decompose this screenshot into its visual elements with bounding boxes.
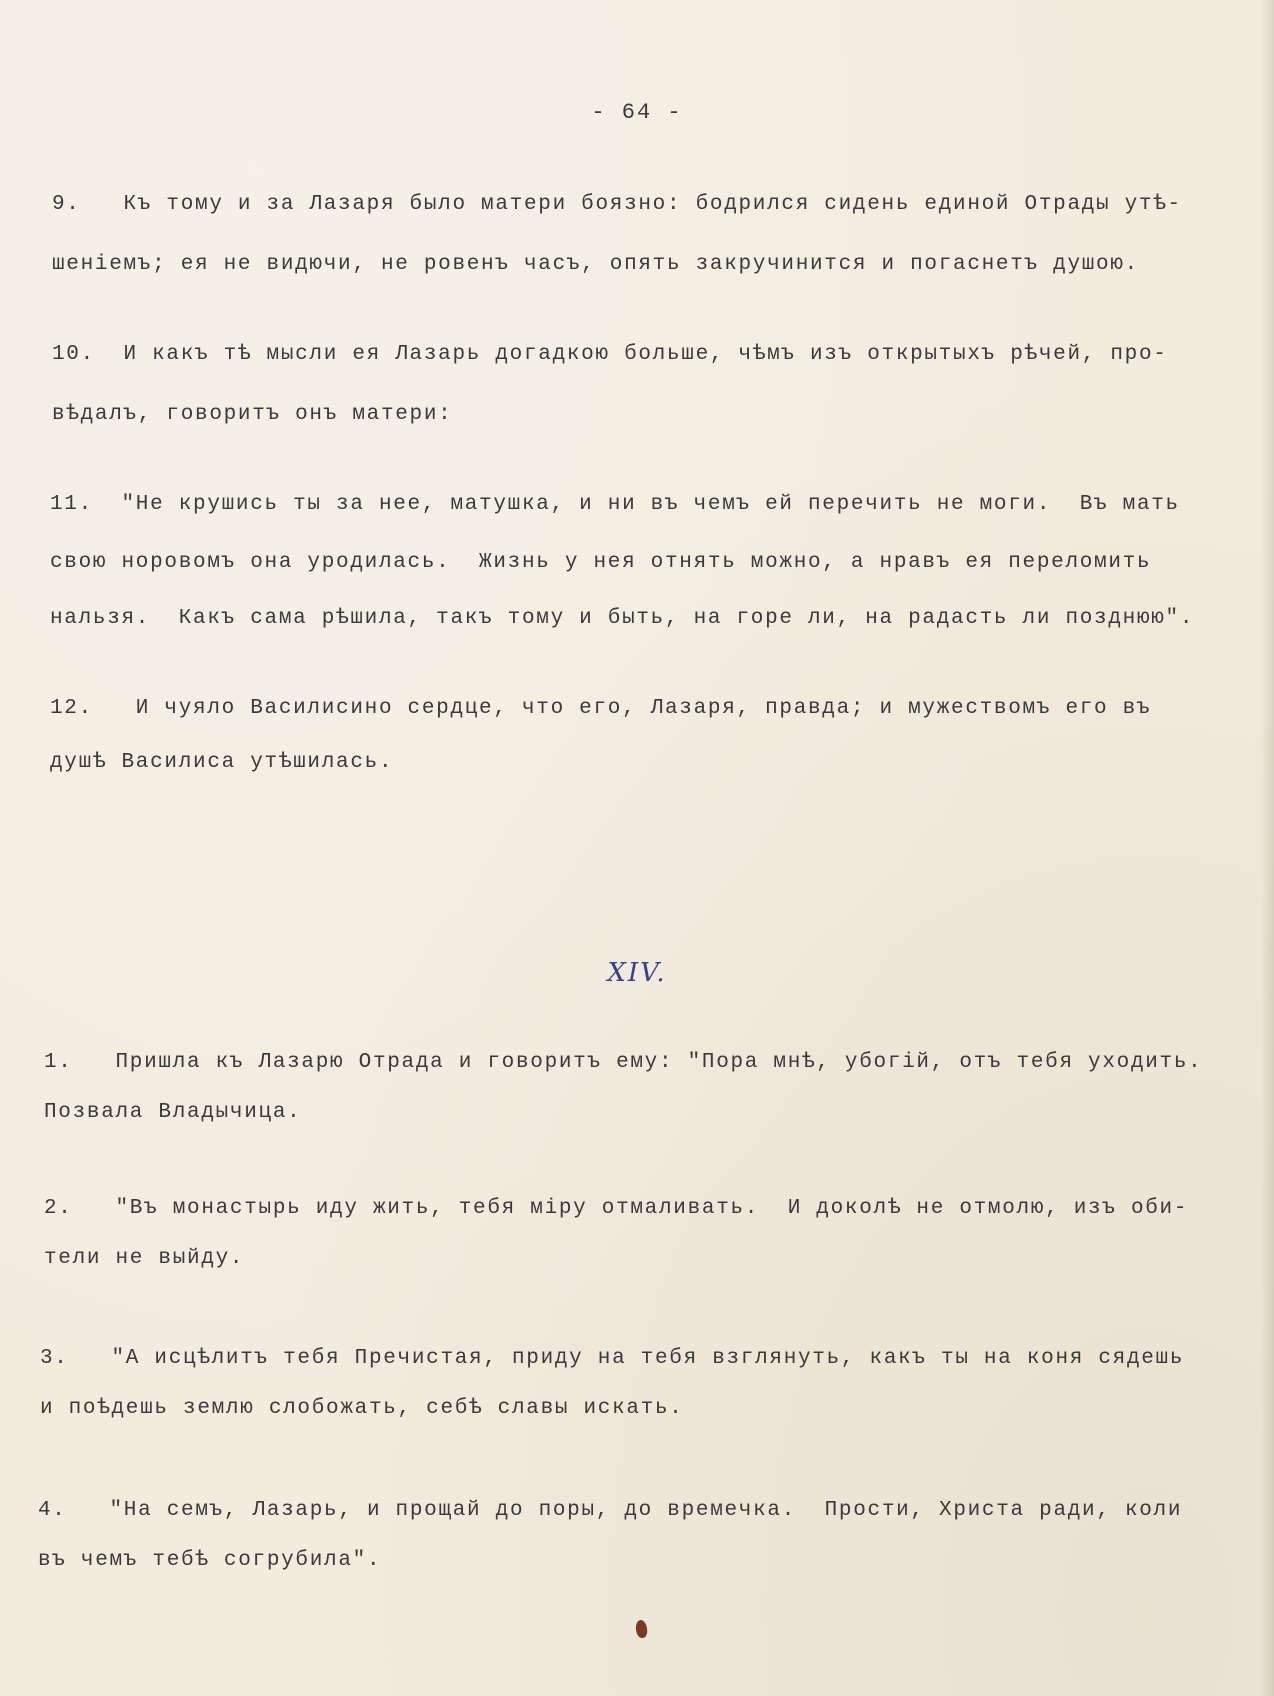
paragraph-11-line-2: свою норовомъ она уродилась. Жизнь у нея отнять можно, а нравъ ея переломить [50,551,1152,574]
paragraph-9-line-2: шеніемъ; ея не видючи, не ровенъ часъ, опять закручинится и погаснетъ душою. [52,253,1139,276]
paragraph-9-line-1: 9. Къ тому и за Лазаря было матери боязно: бодрился сидень единой Отрады утѣ- [52,193,1182,216]
paragraph-11-line-1: 11. "Не крушись ты за нее, матушка, и ни въ чемъ ей перечить не моги. Въ мать [50,493,1180,516]
section-paragraph-2-line-1: 2. "Въ монастырь иду жить, тебя міру отмаливать. И доколѣ не отмолю, изъ оби- [44,1197,1189,1220]
paragraph-10-line-1: 10. И какъ тѣ мысли ея Лазарь догадкою больше, чѣмъ изъ открытыхъ рѣчей, про- [52,343,1168,366]
section-paragraph-2-line-2: тели не выйду. [44,1247,245,1270]
paper-edge-shadow [1260,0,1274,1696]
ink-stain [635,1619,648,1638]
section-paragraph-1-line-1: 1. Пришла къ Лазарю Отрада и говоритъ ему: "Пора мнѣ, убогій, отъ тебя уходить. [44,1051,1203,1074]
paragraph-11-line-3: нальзя. Какъ сама рѣшила, такъ тому и быть, на горе ли, на радасть ли позднюю". [50,607,1195,630]
paragraph-10-line-2: вѣдалъ, говоритъ онъ матери: [52,403,453,426]
section-paragraph-4-line-2: въ чемъ тебѣ согрубила". [38,1549,382,1572]
section-paragraph-3-line-1: 3. "А исцѣлитъ тебя Пречистая, приду на тебя взглянуть, какъ ты на коня сядешь [40,1347,1185,1370]
section-heading: XIV. [607,958,667,988]
section-paragraph-1-line-2: Позвала Владычица. [44,1101,302,1124]
paragraph-12-line-1: 12. И чуяло Василисино сердце, что его, Лазаря, правда; и мужествомъ его въ [50,697,1152,720]
section-paragraph-4-line-1: 4. "На семъ, Лазарь, и прощай до поры, до времечка. Прости, Христа ради, коли [38,1499,1183,1522]
paragraph-12-line-2: душѣ Василиса утѣшилась. [50,751,394,774]
page-number: - 64 - [591,100,683,125]
section-paragraph-3-line-2: и поѣдешь землю слобожать, себѣ славы искать. [40,1397,684,1420]
